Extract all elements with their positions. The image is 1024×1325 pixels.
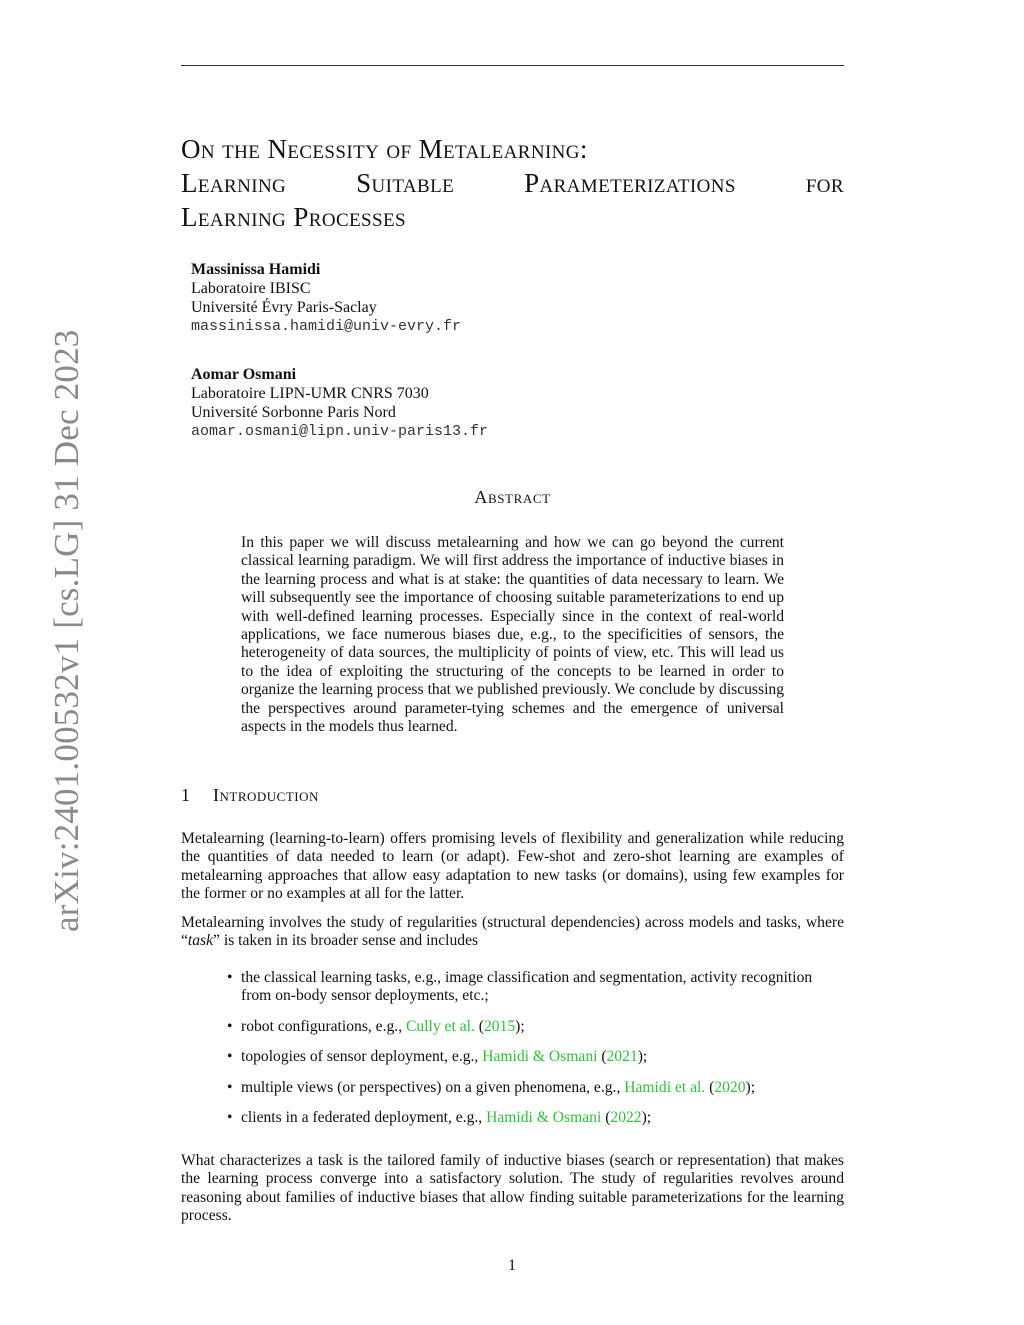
intro-paragraph-1: Metalearning (learning-to-learn) offers promising levels of flexibility and generalization while reducing the quantities of data needed to learn (or adapt). Few-shot and zero-shot learning are examples of metalearning approaches that allow easy adaptation to new tasks (or domains), using few examples for the former or no examples at all for the latter. bbox=[181, 830, 844, 903]
top-rule bbox=[181, 65, 844, 66]
title-word: Suitable bbox=[356, 168, 455, 198]
abstract-text: In this paper we will discuss metalearning and how we can go beyond the current classical learning paradigm. We will first address the importance of inductive biases in the learning process and what is at stake: the quantities of data necessary to learn. We will subsequently see the importance of choosing suitable parameterizations to end up with well-defined learning processes. Especially since in the context of real-world applications, we face numerous biases due, e.g., to the specificities of sensors, the heterogeneity of data sources, the multiplicity of points of view, etc. This will lead us to the idea of exploiting the structuring of the concepts to be learned in order to organize the learning process that we published previously. We conclude by discussing the perspectives around parameter-tying schemes and the emergence of universal aspects in the models thus learned. bbox=[241, 534, 784, 736]
section-heading-introduction bbox=[181, 785, 319, 806]
author-lab: Laboratoire IBISC bbox=[191, 280, 311, 297]
list-item: • multiple views (or perspectives) on a given phenomena, e.g., Hamidi et al. (2020); bbox=[181, 1079, 844, 1097]
intro-paragraph-3: What characterizes a task is the tailored family of inductive biases (search or representation) that makes the learning process converge into a satisfactory solution. The study of regularities revolves around reasoning about families of inductive biases that allow finding suitable parameterizations for the learning process. bbox=[181, 1152, 844, 1225]
citation-year-link[interactable]: 2021 bbox=[606, 1048, 638, 1066]
section-title: Introduction bbox=[213, 785, 319, 805]
list-item: • clients in a federated deployment, e.g., Hamidi & Osmani (2022); bbox=[181, 1109, 844, 1127]
task-emphasis: task bbox=[187, 932, 214, 950]
title-word: Parameterizations bbox=[524, 168, 736, 198]
paper-title bbox=[181, 132, 844, 234]
citation-year-link[interactable]: 2022 bbox=[610, 1109, 642, 1127]
author-block-1 bbox=[191, 260, 461, 336]
author-name: Aomar Osmani bbox=[191, 366, 297, 383]
title-word: for bbox=[805, 168, 844, 198]
author-block-2 bbox=[191, 365, 488, 441]
author-name: Massinissa Hamidi bbox=[191, 261, 321, 278]
citation-link[interactable]: Cully et al. bbox=[406, 1017, 475, 1035]
arxiv-sidebar-stamp: arXiv:2401.00532v1 [cs.LG] 31 Dec 2023 bbox=[47, 329, 86, 932]
list-item: • the classical learning tasks, e.g., image classification and segmentation, activity recognition from on-body sensor deployments, etc.; bbox=[181, 969, 844, 1006]
section-number: 1 bbox=[181, 785, 191, 805]
author-email[interactable]: aomar.osmani@lipn.univ-paris13.fr bbox=[191, 423, 489, 440]
citation-link[interactable]: Hamidi & Osmani bbox=[486, 1109, 602, 1127]
title-line-3: Learning Processes bbox=[181, 202, 406, 232]
abstract-heading: Abstract bbox=[474, 487, 551, 507]
citation-year-link[interactable]: 2020 bbox=[714, 1078, 746, 1096]
citation-year-link[interactable]: 2015 bbox=[483, 1017, 516, 1035]
author-university: Université Sorbonne Paris Nord bbox=[191, 404, 396, 421]
citation-link[interactable]: Hamidi & Osmani bbox=[482, 1048, 598, 1066]
author-email[interactable]: massinissa.hamidi@univ-evry.fr bbox=[191, 318, 462, 335]
author-university: Université Évry Paris-Saclay bbox=[191, 299, 377, 316]
list-item: • topologies of sensor deployment, e.g., Hamidi & Osmani (2021); bbox=[181, 1048, 844, 1066]
author-lab: Laboratoire LIPN-UMR CNRS 7030 bbox=[191, 385, 429, 402]
title-line-2 bbox=[181, 166, 844, 200]
intro-paragraph-2: Metalearning involves the study of regularities (structural dependencies) across models and tasks, where “task” is taken in its broader sense and includes bbox=[181, 914, 844, 950]
citation-link[interactable]: Hamidi et al. bbox=[624, 1078, 706, 1096]
task-list bbox=[181, 969, 844, 1139]
title-line-1: On the Necessity of Metalearning: bbox=[181, 134, 588, 164]
list-item: • robot configurations, e.g., Cully et al. (2015); bbox=[181, 1018, 844, 1036]
page-number: 1 bbox=[508, 1257, 516, 1274]
title-word: Learning bbox=[181, 168, 287, 198]
